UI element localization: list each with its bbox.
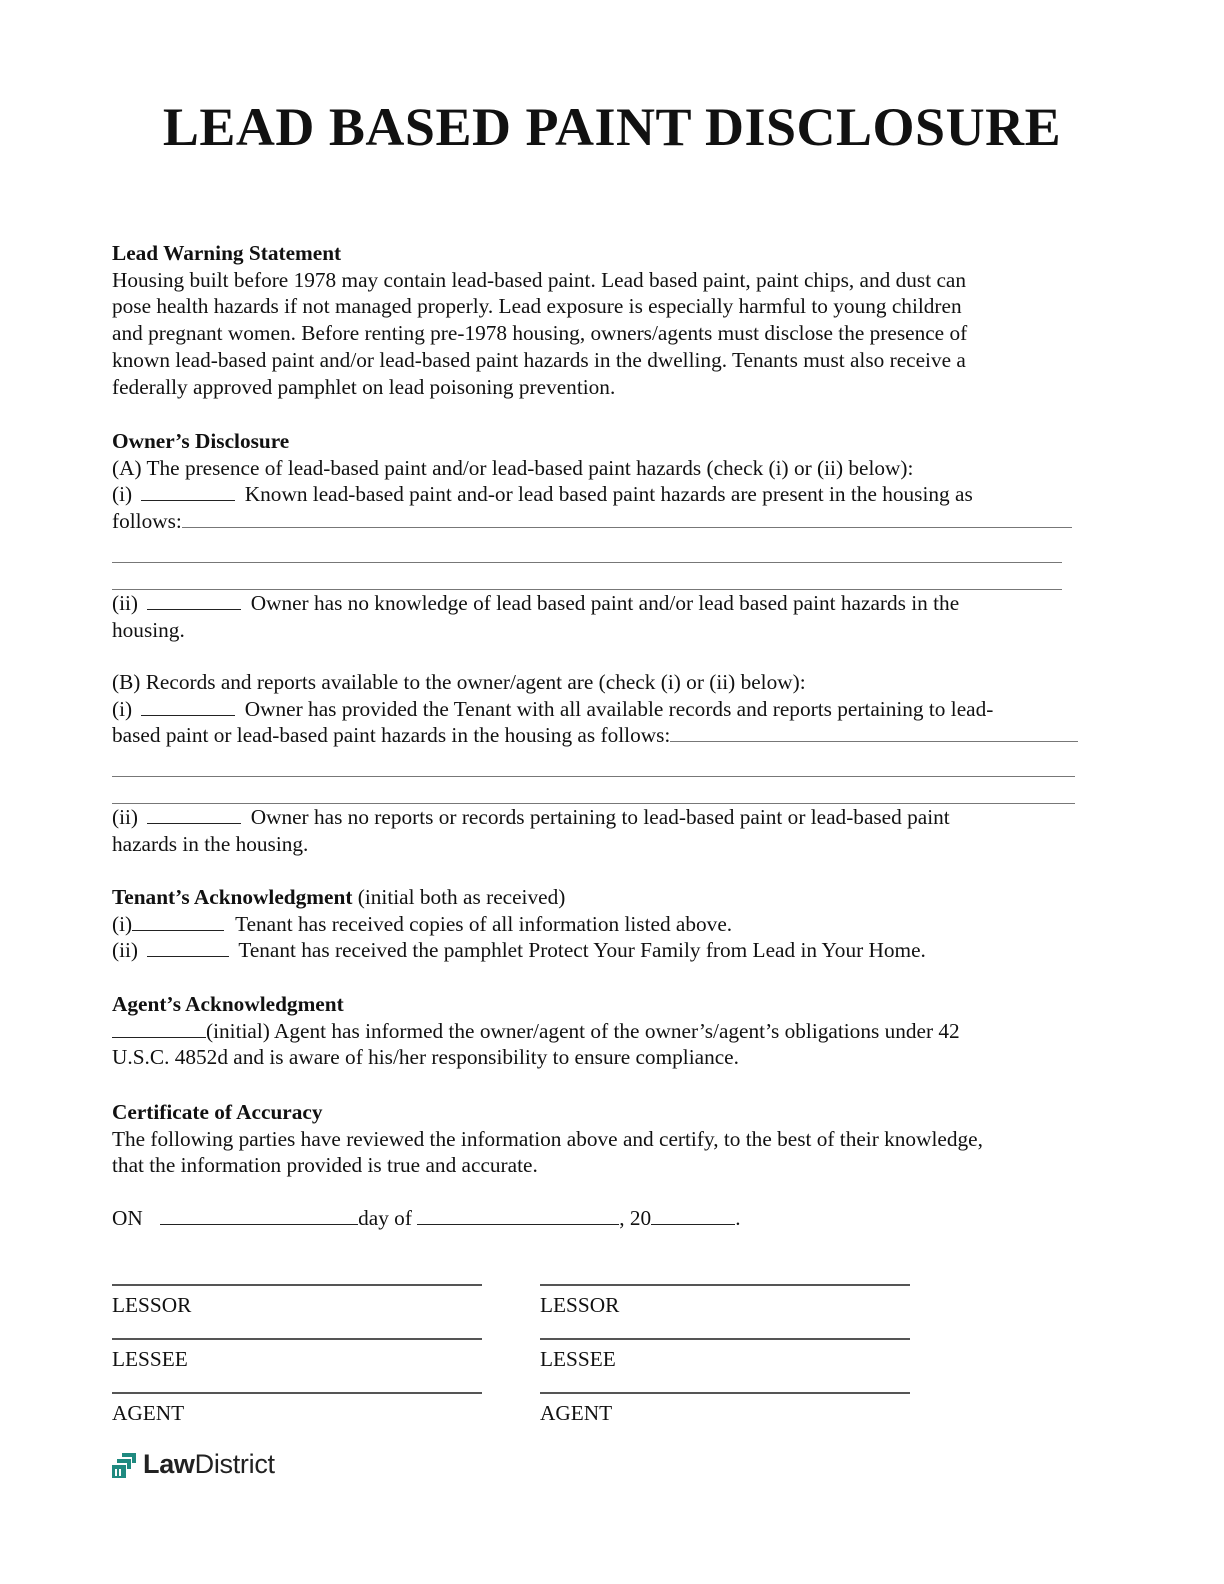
item-label: (i) <box>112 696 133 721</box>
tenant-ii-row <box>112 937 1087 964</box>
certificate-line-1: The following parties have reviewed the information above and certify, to the best of their knowledge, <box>112 1126 983 1151</box>
document-title: LEAD BASED PAINT DISCLOSURE <box>162 97 1062 157</box>
warning-line: pose health hazards if not managed properly. Lead exposure is especially harmful to young children <box>112 294 962 319</box>
section-heading: Agent’s Acknowledgment <box>112 992 344 1016</box>
initial-field-a-ii[interactable] <box>147 590 241 610</box>
signature-label: AGENT <box>112 1401 185 1425</box>
signature-label: LESSEE <box>540 1347 616 1371</box>
warning-line: known lead-based paint and/or lead-based paint hazards in the dwelling. Tenants must also receive a <box>112 347 966 372</box>
owner-a-i-follows-row <box>112 508 1072 535</box>
signature-agent-right <box>540 1392 910 1426</box>
item-label: (i) <box>112 911 133 936</box>
logo-regular-text: District <box>194 1449 275 1479</box>
owner-a-intro: (A) The presence of lead-based paint and/or lead-based paint hazards (check (i) or (ii) below): <box>112 455 914 480</box>
item-label: (ii) <box>112 938 139 963</box>
date-dayof-label: day of <box>358 1206 412 1231</box>
signature-agent-left <box>112 1392 482 1426</box>
lead-warning-section <box>112 240 1087 400</box>
owner-b-i-row <box>112 696 1078 723</box>
warning-line: federally approved pamphlet on lead poisoning prevention. <box>112 374 616 399</box>
signature-line[interactable] <box>112 1338 482 1340</box>
initial-field-tenant-i[interactable] <box>132 911 224 931</box>
agent-acknowledgment-section <box>112 991 1087 1071</box>
initial-field-b-i[interactable] <box>141 696 235 716</box>
logo-wordmark <box>143 1449 275 1480</box>
logo-bold-text: Law <box>143 1449 195 1479</box>
signature-line[interactable] <box>540 1284 910 1286</box>
records-description-field-3[interactable] <box>112 777 1075 805</box>
initial-field-agent[interactable] <box>112 1018 206 1038</box>
item-label: (ii) <box>112 591 139 616</box>
signature-label: AGENT <box>540 1401 613 1425</box>
section-heading-note: (initial both as received) <box>352 885 566 909</box>
warning-line: Housing built before 1978 may contain lead-based paint. Lead based paint, paint chips, and dust can <box>112 267 967 292</box>
item-text-cont: based paint or lead-based paint hazards in the housing as follows: <box>112 723 671 748</box>
item-text: Owner has no reports or records pertaining to lead-based paint or lead-based paint <box>250 805 950 830</box>
signature-line[interactable] <box>112 1392 482 1394</box>
date-end: . <box>735 1206 741 1231</box>
initial-field-tenant-ii[interactable] <box>147 937 229 957</box>
owner-a-ii-row <box>112 590 1072 617</box>
signature-label: LESSOR <box>112 1293 192 1317</box>
tenant-i-row <box>112 911 1087 938</box>
records-description-field-2[interactable] <box>112 749 1075 777</box>
owner-b-ii-row <box>112 804 1078 831</box>
date-year-prefix: , 20 <box>619 1206 652 1231</box>
item-text-cont: hazards in the housing. <box>112 832 309 857</box>
signature-line[interactable] <box>540 1338 910 1340</box>
year-field[interactable] <box>651 1205 735 1225</box>
signature-lessee-right <box>540 1338 910 1372</box>
signature-lessor-right <box>540 1284 910 1318</box>
date-on-label: ON <box>112 1206 143 1231</box>
lawdistrict-logo <box>112 1449 275 1480</box>
item-text: Owner has provided the Tenant with all available records and reports pertaining to lead- <box>244 696 994 721</box>
signature-label: LESSEE <box>112 1347 188 1371</box>
item-text-cont: housing. <box>112 617 185 642</box>
item-text: Tenant has received the pamphlet Protect Your Family from Lead in Your Home. <box>238 938 926 963</box>
records-description-field-1[interactable] <box>670 722 1078 742</box>
owner-b-intro: (B) Records and reports available to the owner/agent are (check (i) or (ii) below): <box>112 670 806 694</box>
initial-field-a-i[interactable] <box>141 481 235 501</box>
hazards-description-field-3[interactable] <box>112 563 1062 591</box>
lawdistrict-stack-icon <box>112 1451 138 1479</box>
tenant-acknowledgment-section <box>112 884 1087 964</box>
signature-line[interactable] <box>112 1284 482 1286</box>
owner-records-section <box>112 669 1078 858</box>
item-label: (ii) <box>112 805 139 830</box>
hazards-description-field-1[interactable] <box>182 508 1072 528</box>
section-heading: Lead Warning Statement <box>112 241 342 265</box>
warning-line: and pregnant women. Before renting pre-1978 housing, owners/agents must disclose the presence of <box>112 321 968 346</box>
hazards-description-field-2[interactable] <box>112 535 1062 563</box>
date-row <box>112 1205 1087 1232</box>
section-heading: Certificate of Accuracy <box>112 1100 323 1124</box>
signature-line[interactable] <box>540 1392 910 1394</box>
agent-text: (initial) Agent has informed the owner/agent of the owner’s/agent’s obligations under 42 <box>206 1018 960 1043</box>
signature-lessor-left <box>112 1284 482 1318</box>
section-heading: Owner’s Disclosure <box>112 429 290 453</box>
initial-field-b-ii[interactable] <box>147 804 241 824</box>
agent-line-1 <box>112 1018 1087 1045</box>
item-text: Tenant has received copies of all information listed above. <box>235 911 733 936</box>
owner-a-i-row <box>112 481 1072 508</box>
item-text: Known lead-based paint and-or lead based paint hazards are present in the housing as <box>244 482 973 507</box>
tenant-heading-row <box>112 884 1087 911</box>
day-field[interactable] <box>160 1205 358 1225</box>
month-field[interactable] <box>417 1205 619 1225</box>
certificate-section <box>112 1099 1087 1232</box>
section-heading: Tenant’s Acknowledgment <box>112 885 353 909</box>
signature-lessee-left <box>112 1338 482 1372</box>
agent-line-2: U.S.C. 4852d and is aware of his/her responsibility to ensure compliance. <box>112 1045 739 1070</box>
follows-label: follows: <box>112 509 182 534</box>
item-text: Owner has no knowledge of lead based paint and/or lead based paint hazards in the <box>250 591 960 616</box>
item-label: (i) <box>112 482 133 507</box>
signature-label: LESSOR <box>540 1293 620 1317</box>
certificate-line-2: that the information provided is true and accurate. <box>112 1153 538 1178</box>
owner-b-i-follows-row <box>112 722 1078 749</box>
owner-disclosure-section <box>112 428 1072 644</box>
